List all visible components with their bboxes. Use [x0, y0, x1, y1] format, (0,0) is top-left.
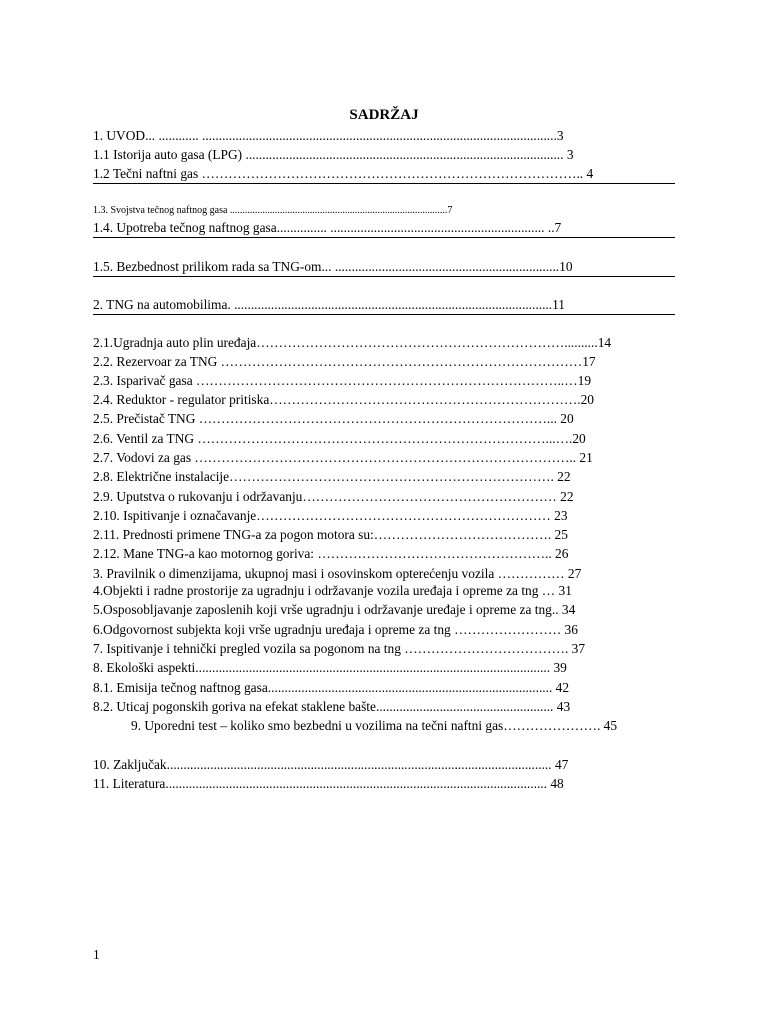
toc-entry: 11. Literatura.................................................................................................................. 48 [93, 776, 564, 791]
toc-entry-text: 9. Uporedni test – koliko smo bezbedni u vozilima na tečni naftni gas…………………. 45 [131, 718, 618, 733]
toc-entry: 1.1 Istorija auto gasa (LPG) ............................................................................................... 3 [93, 147, 574, 162]
toc-entry: 1. UVOD... ............ ..........................................................................................................3 [93, 128, 564, 143]
toc-entry: 2.4. Reduktor - regulator pritiska…………………………………………………………….20 [93, 392, 594, 407]
toc-entry: 2.7. Vodovi za gas ………………………………………………………………………….. 21 [93, 450, 593, 465]
toc-entry: 2.10. Ispitivanje i označavanje………………………………………………………… 23 [93, 508, 568, 523]
toc-entry: 8.1. Emisija tečnog naftnog gasa..................................................................................... 42 [93, 680, 570, 695]
toc-entry: 7. Ispitivanje i tehnički pregled vozila sa pogonom na tng ………………………………. 37 [93, 641, 586, 656]
toc-entry: 5.Osposobljavanje zaposlenih koji vrše ugradnju i održavanje uređaje i opreme za tng.. 34 [93, 602, 576, 617]
toc-entry: 2.11. Prednosti primene TNG-a za pogon motora su:…………………………………. 25 [93, 527, 568, 542]
toc-entry: 1.2 Tečni naftni gas ………………………………………………………………………….. 4 [93, 165, 675, 184]
toc-entry: 1.5. Bezbednost prilikom rada sa TNG-om... ...................................................................10 [93, 258, 675, 277]
toc-entry: 10. Zaključak................................................................................................................... 47 [93, 757, 569, 772]
toc-entry: 2.6. Ventil za TNG ……………………………………………………………………...….20 [93, 431, 586, 446]
toc-entry: 2.8. Električne instalacije………………………………………………………………. 22 [93, 469, 571, 484]
toc-entry: 6.Odgovornost subjekta koji vrše ugradnju uređaja i opreme za tng …………………… 36 [93, 622, 578, 637]
toc-entry: 1.3. Svojstva tečnog naftnog gasa .......................................................................................7 [93, 205, 453, 216]
toc-entry: 2.5. Prečistač TNG ……………………………………………………………………... 20 [93, 411, 574, 426]
toc-entry: 2.3. Isparivač gasa ………………………………………………………………………..…19 [93, 373, 592, 388]
toc-entry: 1.4. Upotreba tečnog naftnog gasa............... ................................................................ ..7 [93, 219, 675, 238]
toc-entry: 2.9. Uputstva o rukovanju i održavanju………………………………………………… 22 [93, 489, 574, 504]
toc-title: SADRŽAJ [349, 107, 419, 123]
toc-entry: 2.1.Ugradnja auto plin uređaja……………………………………………………………..........14 [93, 335, 612, 350]
toc-entry: 8. Ekološki aspekti.......................................................................................................... 39 [93, 660, 567, 675]
toc-entry: 3. Pravilnik o dimenzijama, ukupnoj masi i osovinskom opterećenju vozila …………… 27 [93, 566, 582, 581]
page-number: 1 [93, 947, 100, 962]
toc-entry: 8.2. Uticaj pogonskih goriva na efekat staklene bašte..................................................... 43 [93, 699, 571, 714]
toc-entry: 2. TNG na automobilima. ...............................................................................................11 [93, 296, 675, 315]
toc-entry [93, 716, 675, 735]
toc-entry: 4.Objekti i radne prostorije za ugradnju i održavanje vozila uređaja i opreme za tng … 31 [93, 583, 572, 598]
toc-entry: 2.2. Rezervoar za TNG ………………………………………………………………………17 [93, 354, 596, 369]
toc-entry: 2.12. Mane TNG-a kao motornog goriva: …………………………………………….. 26 [93, 546, 569, 561]
